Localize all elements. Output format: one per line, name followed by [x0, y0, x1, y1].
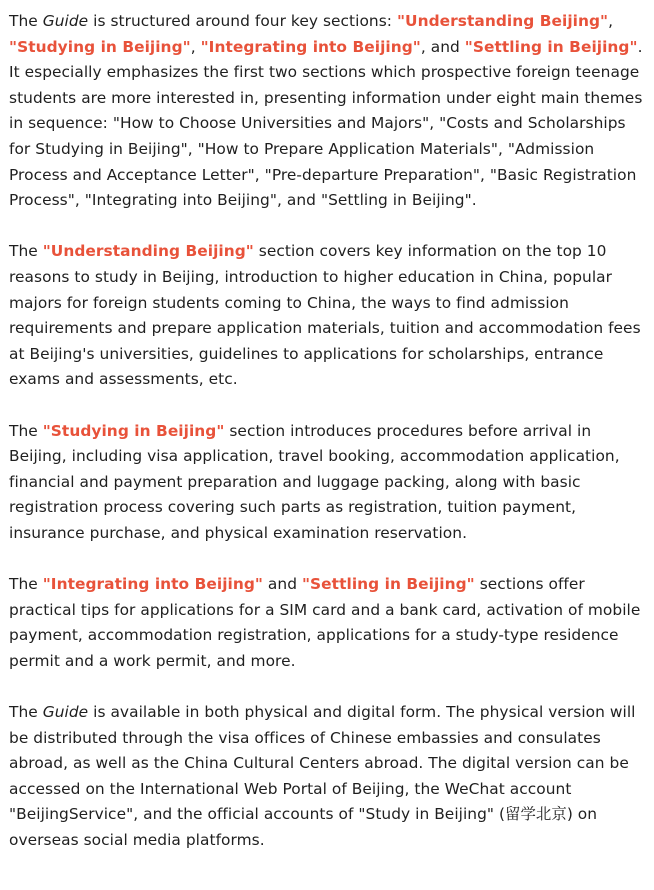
paragraph-availability [9, 700, 644, 854]
text: is available in both physical and digital form. The physical version will be distributed through the visa offices of Chinese embassies and consulates abroad, as well as the China Cultural Centers abroad. The digital version can be accessed on the International Web Portal of Beijing, the WeChat account "BeijingService", and the official accounts of "Study in Beijing" (留学北京) on overseas social media platforms. [9, 703, 636, 849]
text: section covers key information on the top 10 reasons to study in Beijing, introduction to higher education in China, popular majors for foreign students coming to China, the ways to find admission requirements and prepare application materials, tuition and accommodation fees at Beijing's universities, guidelines to applications for scholarships, entrance exams and assessments, etc. [9, 242, 641, 389]
text: and [262, 575, 302, 594]
guide-title-italic: Guide [42, 703, 89, 722]
text: sections offer practical tips for applications for a SIM card and a bank card, activation of mobile payment, accommodation registration, applications for a study-type residence permit and a work permit, and more. [9, 575, 641, 670]
section-highlight-understanding: "Understanding Beijing" [42, 242, 254, 261]
text: , and [420, 37, 465, 56]
section-highlight-integrating: "Integrating into Beijing" [42, 575, 263, 594]
text: is structured around four key sections: [88, 12, 397, 30]
text: , [190, 37, 201, 56]
paragraph-integrating-settling [9, 572, 644, 674]
text: The [9, 703, 43, 722]
text: , [608, 12, 614, 30]
text: The [9, 575, 43, 594]
guide-title-italic: Guide [42, 12, 89, 30]
paragraph-studying [9, 419, 644, 547]
section-highlight-settling: "Settling in Beijing" [301, 575, 475, 594]
section-highlight-studying: "Studying in Beijing" [42, 421, 225, 440]
text: The [9, 242, 43, 261]
section-highlight-settling: "Settling in Beijing" [464, 37, 638, 56]
section-highlight-studying: "Studying in Beijing" [9, 37, 191, 56]
section-highlight-integrating: "Integrating into Beijing" [200, 37, 421, 56]
text: . It especially emphasizes the first two sections which prospective foreign teenage students are more interested in, presenting information under eight main themes in sequence: "How to Choose Universities and Majors", "Costs and Scholarships for Studying in Beijing", "How to Prepare Application Materials", "Admission Process and Acceptance Letter", "Pre-departure Preparation", "Basic Registration Process", "Integrating into Beijing", and "Settling in Beijing". [9, 37, 643, 210]
text: The [9, 421, 43, 440]
section-highlight-understanding: "Understanding Beijing" [396, 12, 609, 30]
text: The [9, 12, 43, 30]
paragraph-overview [9, 9, 644, 214]
text: section introduces procedures before arrival in Beijing, including visa application, travel booking, accommodation application, financial and payment preparation and luggage packing, along with basic registration process covering such parts as registration, tuition payment, insurance purchase, and physical examination reservation. [9, 421, 620, 542]
paragraph-understanding [9, 239, 644, 393]
